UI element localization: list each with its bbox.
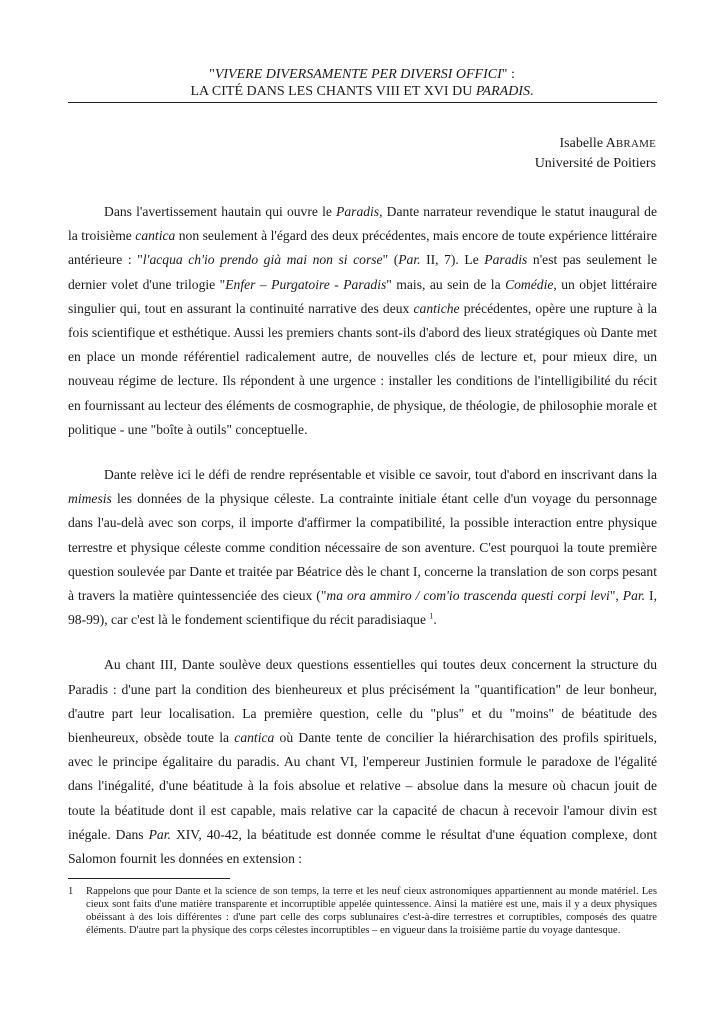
italic-text: mimesis (68, 491, 112, 507)
text-run: Au chant III, Dante soulève deux questions essentielles qui toutes deux concernent la structure du Paradis : d'une part la condition des bienheureux et plus précisément la "quantification" de leur bonheur, d'autre part leur localisation. La première question, celle du "plus" et du "moins" de béatitude des bienheureux, obsède toute la (68, 657, 657, 746)
text-run: où Dante tente de concilier la hiérarchisation des profils spirituels, avec le principe égalitaire du paradis. Au chant VI, l'empereur Justinien formule le paradoxe de l'égalité dans l'inégalité, d'une béatitude à la fois absolue et relative – absolue dans la mesure où chacun jouit de toute la béatitude dont il est capable, mais relative car la capacité de chacun à recevoir l'amour divin est inégale. Dans (68, 730, 657, 842)
italic-text: cantiche (413, 300, 460, 316)
text-run: n'est pas seulement le dernier volet d'une trilogie " (68, 252, 657, 292)
italic-text: Comédie (505, 276, 554, 292)
footnote-divider (68, 878, 230, 879)
italic-text: Par. (622, 588, 646, 604)
italic-text: Par. (398, 252, 421, 268)
text-run: les données de la physique céleste. La contrainte initiale étant celle d'un voyage du personnage dans l'au-delà avec son corps, il importe d'affirmer la compatibilité, la possible interaction entre physique terrestre et physique céleste comme condition nécessaire de son aventure. C'est pourquoi la toute première question soulevée par Dante et traitée par Béatrice dès le chant I, concerne la translation de son corps pesant à travers la matière quintessenciée des cieux (" (68, 491, 657, 604)
italic-text: Par. (148, 826, 171, 842)
title-divider (68, 102, 657, 103)
author-block (535, 134, 656, 173)
paragraph (68, 463, 657, 632)
text-run: précédentes, opère une rupture à la fois scientifique et esthétique. Aussi les premiers chants sont-ils d'abord des lieux stratégiques où Dante met en place un monde référentiel radicalement autre, de nouvelles clés de lecture et, pour mieux dire, un nouveau régime de lecture. Ils répondent à une urgence : installer les conditions de l'intelligibilité du récit en fournissant au lecteur des éléments de cosmographie, de physique, de théologie, de philosophie morale et politique - une "boîte à outils" conceptuelle. (68, 300, 657, 437)
italic-text: cantica (234, 730, 275, 746)
paragraph (68, 200, 657, 442)
footnote-text: Rappelons que pour Dante et la science de son temps, la terre et les neuf cieux astronomiques appartiennent au monde matériel. Les cieux sont faits d'une matière transparente et incorruptible appelée quintessence. Ainsi la matière est une, mais il y a deux physiques obéissant à des lois différentes : d'une part celle des corps sublunaires c'est-à-dire terrestres et corruptibles, composés des quatre éléments. D'autre part la physique des corps célestes incorruptibles – en vigueur dans la troisième partie du voyage dantesque. (86, 886, 657, 937)
text-run: II, 7). Le (420, 252, 485, 268)
title-line-1: "VIVERE DIVERSAMENTE PER DIVERSI OFFICI" : (209, 67, 515, 82)
author-name: Isabelle ABRAME (559, 136, 656, 151)
italic-text: Paradis (484, 252, 528, 268)
footnote (68, 885, 657, 937)
text-run: Dans l'avertissement hautain qui ouvre le (104, 204, 337, 219)
footnote-number: 1 (68, 886, 74, 897)
text-run: , un objet littéraire singulier qui, tout en assurant la continuité narrative des deux (68, 276, 657, 316)
italic-text: ma ora ammiro / com'io trascenda questi corpi levi (326, 588, 610, 604)
text-run: Dante relève ici le défi de rendre représentable et visible ce savoir, tout d'abord en inscrivant dans la (104, 467, 657, 483)
text-run: I, 98-99), car c'est là le fondement scientifique du récit paradisiaque (68, 588, 657, 628)
page-title (68, 66, 656, 100)
text-run: . (433, 612, 437, 628)
footnote-ref: 1 (429, 611, 434, 621)
text-run: XIV, 40-42, la béatitude est donnée comme le résultat d'une équation complexe, dont Salomon fournit les données en extension : (68, 826, 657, 867)
text-run: , Dante narrateur revendique le statut inaugural de la troisième (68, 204, 657, 244)
title-line-2: LA CITÉ DANS LES CHANTS VIII ET XVI DU PARADIS. (190, 84, 534, 99)
text-run: " ( (382, 252, 399, 268)
author-affiliation: Université de Poitiers (534, 156, 656, 171)
body-text (68, 200, 657, 871)
italic-text: cantica (135, 228, 176, 244)
italic-text: l'acqua ch'io prendo già mai non si corse (142, 252, 383, 268)
text-run: ", (609, 588, 623, 604)
paragraph (68, 653, 657, 871)
text-run: non seulement à l'égard des deux précédentes, mais encore de toute expérience littéraire antérieure : " (68, 228, 657, 268)
italic-text: Enfer – Purgatoire - Paradis (225, 276, 387, 292)
italic-text: Paradis (336, 204, 380, 219)
text-run: " mais, au sein de la (386, 276, 506, 292)
